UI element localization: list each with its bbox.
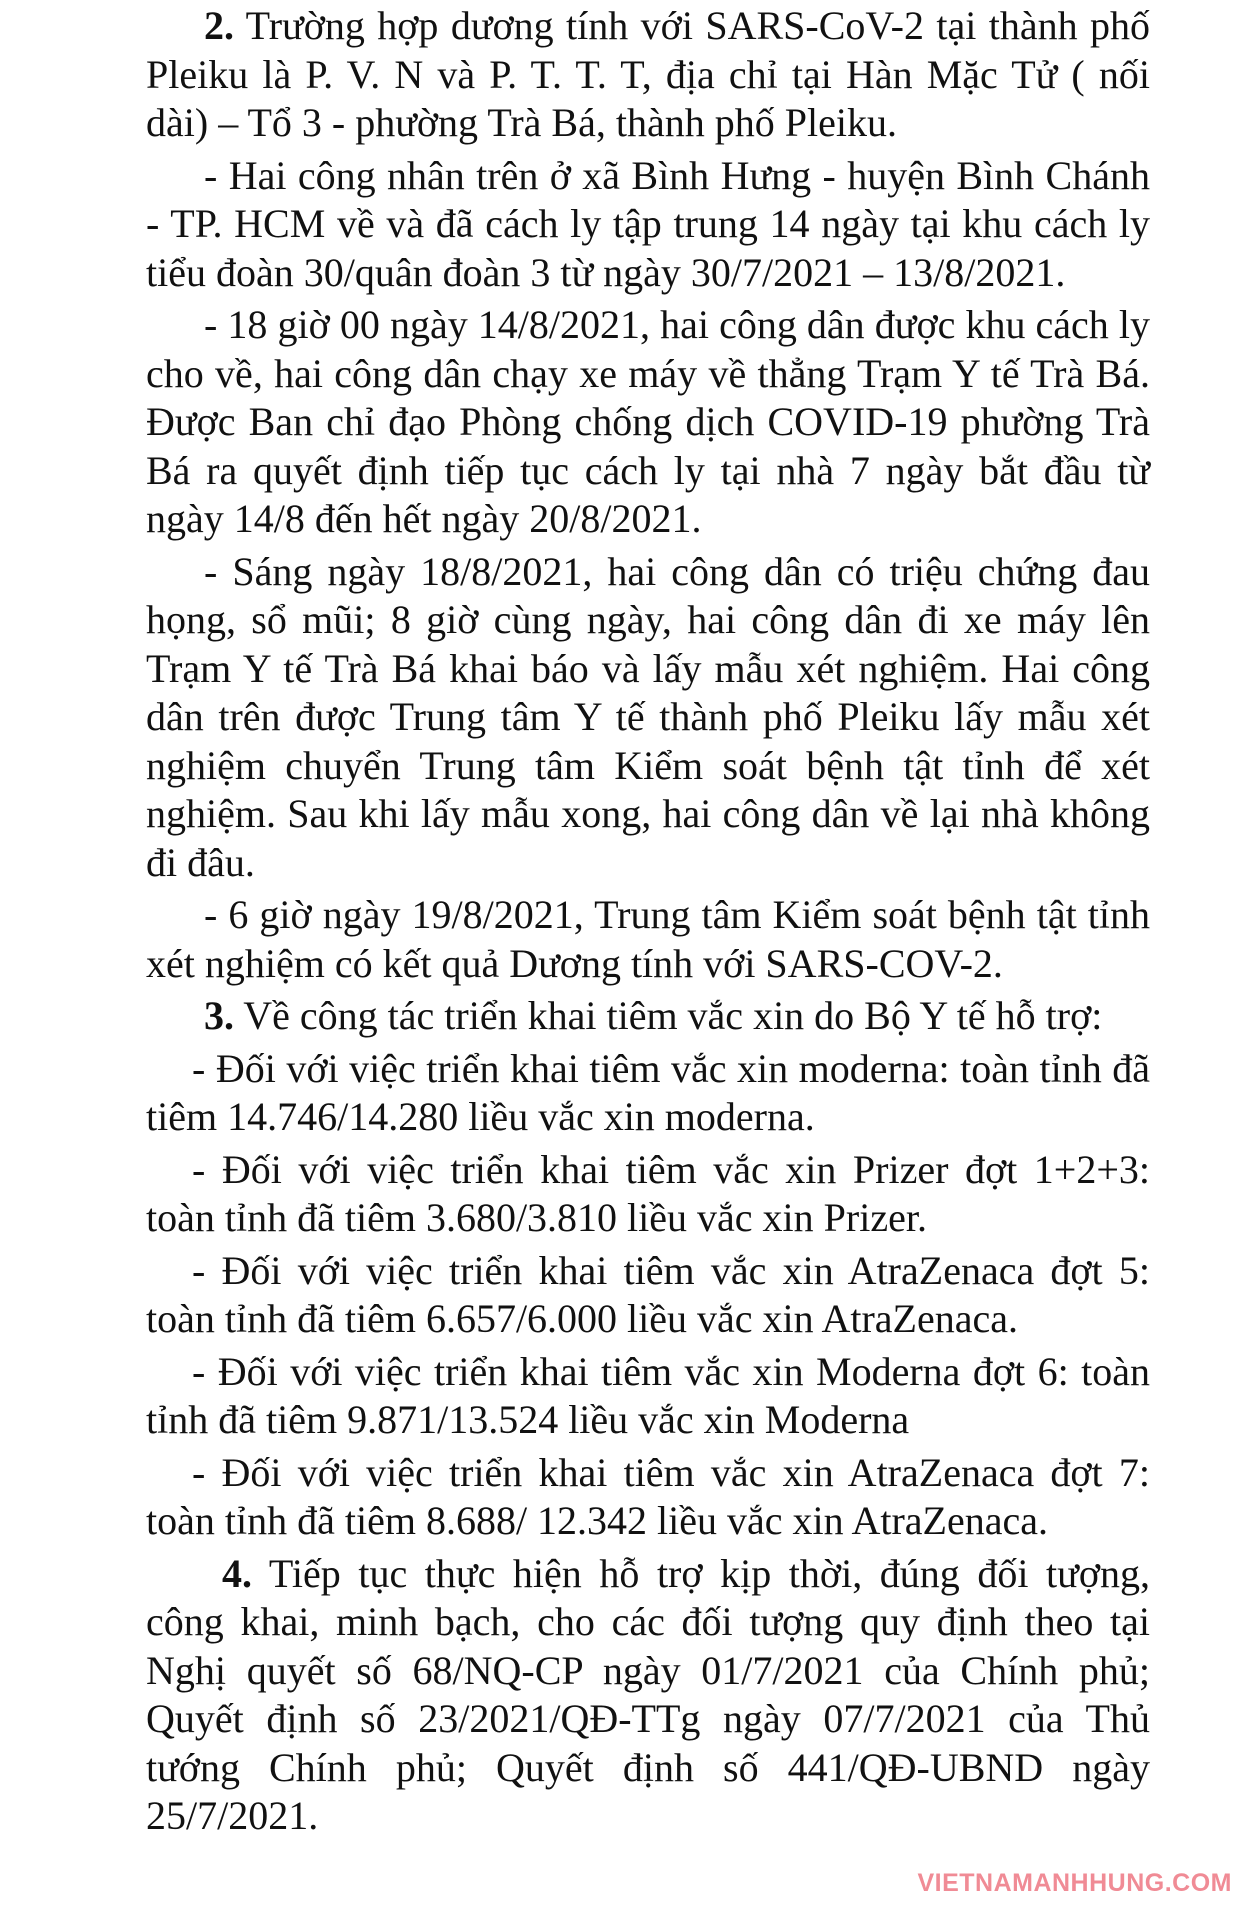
section-3-intro: Về công tác triển khai tiêm vắc xin do Bộ Y tế hỗ trợ:	[234, 993, 1103, 1038]
section-2-paragraph	[146, 2, 1150, 148]
section-3-bullet-4: - Đối với việc triển khai tiêm vắc xin Moderna đợt 6: toàn tỉnh đã tiêm 9.871/13.524 liều vắc xin Moderna	[146, 1348, 1150, 1442]
section-3-bullet-3: - Đối với việc triển khai tiêm vắc xin AtraZenaca đợt 5: toàn tỉnh đã tiêm 6.657/6.000 liều vắc xin AtraZenaca.	[146, 1247, 1150, 1341]
watermark-logo: VIETNAMANHHUNG.COM	[917, 1869, 1232, 1897]
section-4-paragraph	[146, 1550, 1150, 1841]
section-4-number: 4.	[222, 1550, 252, 1596]
section-2-bullet-4: - 6 giờ ngày 19/8/2021, Trung tâm Kiểm soát bệnh tật tỉnh xét nghiệm có kết quả Dương tính với SARS-COV-2.	[146, 892, 1150, 986]
section-2-number: 2.	[204, 3, 234, 48]
section-4-text: Tiếp tục thực hiện hỗ trợ kịp thời, đúng đối tượng, công khai, minh bạch, cho các đối tượng quy định theo tại Nghị quyết số 68/NQ-CP ngày 01/7/2021 của Chính phủ; Quyết định số 23/2021/QĐ-TTg ngày 07/7/2021 của Thủ tướng Chính phủ; Quyết định số 441/QĐ-UBND ngày 25/7/2021.	[146, 1550, 1150, 1838]
section-2-bullet-2: - 18 giờ 00 ngày 14/8/2021, hai công dân được khu cách ly cho về, hai công dân chạy xe máy về thẳng Trạm Y tế Trà Bá. Được Ban chỉ đạo Phòng chống dịch COVID-19 phường Trà Bá ra quyết định tiếp tục cách ly tại nhà 7 ngày bắt đầu từ ngày 14/8 đến hết ngày 20/8/2021.	[146, 302, 1150, 541]
section-3-number: 3.	[204, 993, 234, 1038]
section-3-bullet-1: - Đối với việc triển khai tiêm vắc xin moderna: toàn tỉnh đã tiêm 14.746/14.280 liều vắc xin moderna.	[146, 1045, 1150, 1139]
section-3-paragraph	[146, 992, 1150, 1041]
section-2-bullet-3: - Sáng ngày 18/8/2021, hai công dân có triệu chứng đau họng, sổ mũi; 8 giờ cùng ngày, hai công dân đi xe máy lên Trạm Y tế Trà Bá khai báo và lấy mẫu xét nghiệm. Hai công dân trên được Trung tâm Y tế thành phố Pleiku lấy mẫu xét nghiệm chuyển Trung tâm Kiểm soát bệnh tật tỉnh để xét nghiệm. Sau khi lấy mẫu xong, hai công dân về lại nhà không đi đâu.	[146, 548, 1150, 885]
section-3-bullet-5: - Đối với việc triển khai tiêm vắc xin AtraZenaca đợt 7: toàn tỉnh đã tiêm 8.688/ 12.342 liều vắc xin AtraZenaca.	[146, 1449, 1150, 1543]
section-2-bullet-1: - Hai công nhân trên ở xã Bình Hưng - huyện Bình Chánh - TP. HCM về và đã cách ly tập trung 14 ngày tại khu cách ly tiểu đoàn 30/quân đoàn 3 từ ngày 30/7/2021 – 13/8/2021.	[146, 152, 1150, 295]
section-2-intro: Trường hợp dương tính với SARS-CoV-2 tại thành phố Pleiku là P. V. N và P. T. T. T, địa chỉ tại Hàn Mặc Tử ( nối dài) – Tổ 3 - phường Trà Bá, thành phố Pleiku.	[146, 3, 1150, 145]
section-3-bullet-2: - Đối với việc triển khai tiêm vắc xin Prizer đợt 1+2+3: toàn tỉnh đã tiêm 3.680/3.810 liều vắc xin Prizer.	[146, 1146, 1150, 1240]
document-body	[146, 2, 1150, 1845]
